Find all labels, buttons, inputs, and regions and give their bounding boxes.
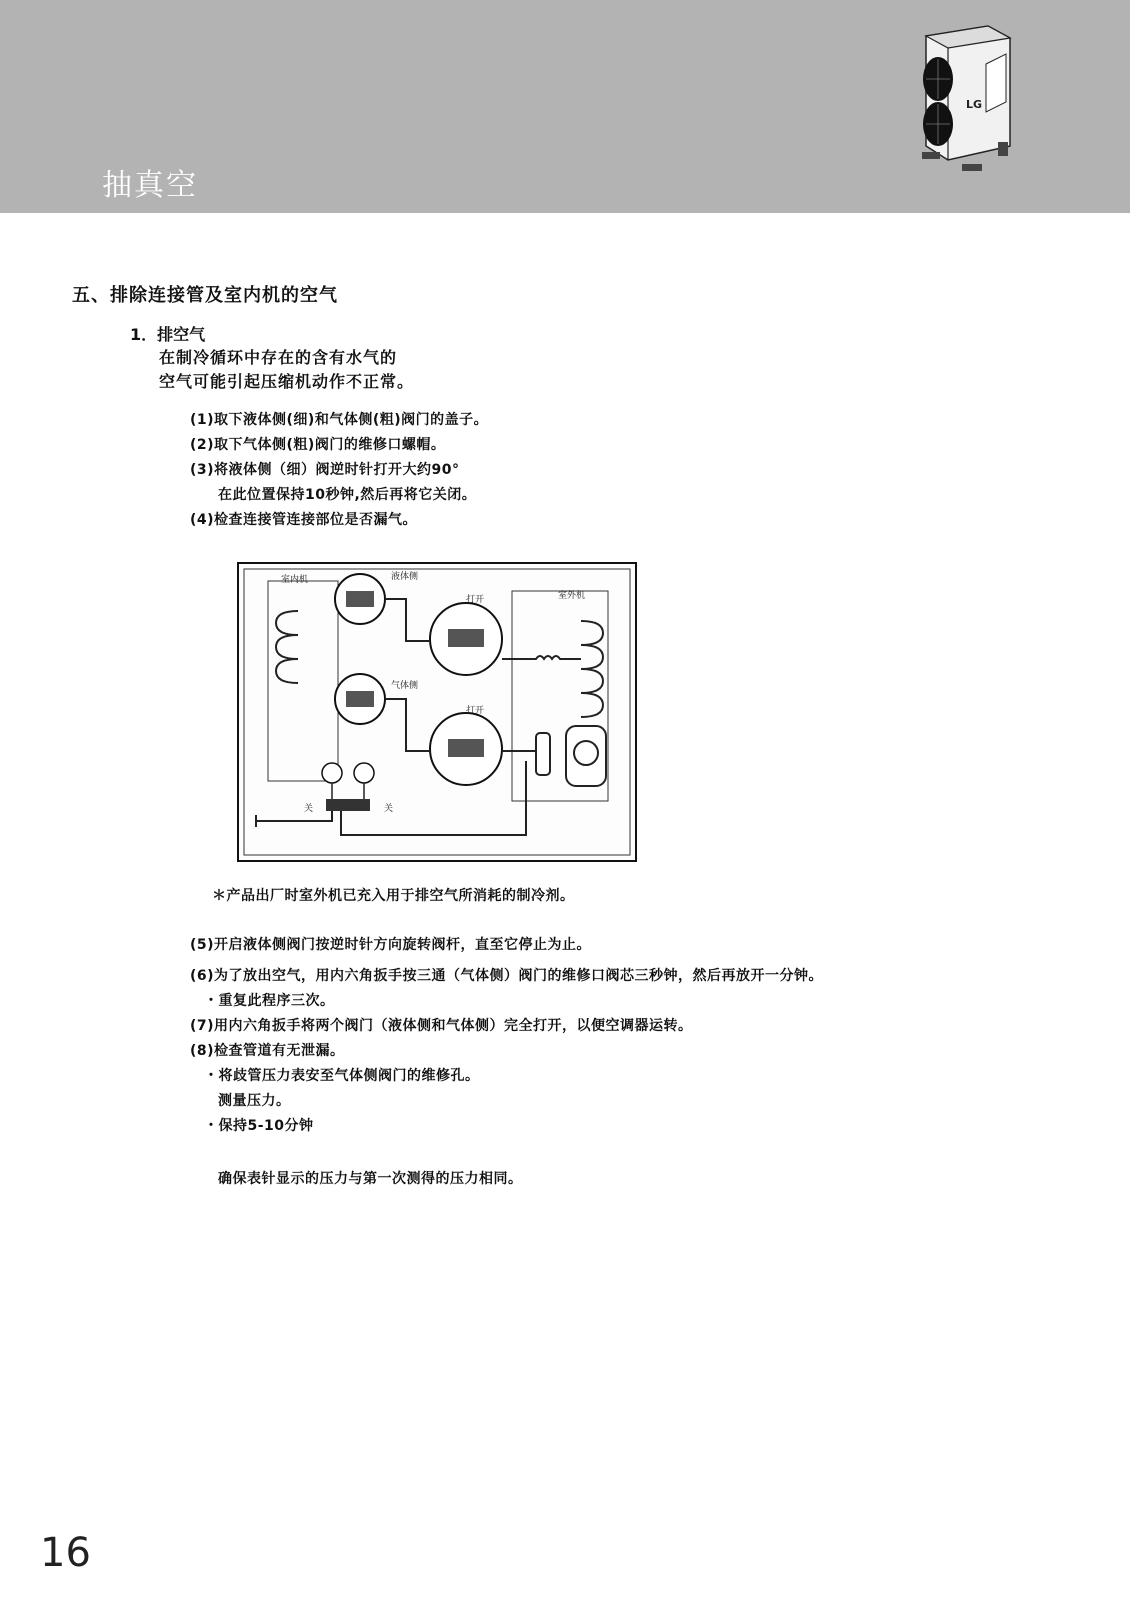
step-item: (1)取下液体侧(细)和气体侧(粗)阀门的盖子。 <box>190 412 489 428</box>
sub-heading: 1．排空气 <box>130 325 206 344</box>
step-item: (4)检查连接管连接部位是否漏气。 <box>190 512 418 528</box>
open-label: 打开 <box>466 595 485 605</box>
step-item: 在此位置保持10秒钟,然后再将它关闭。 <box>218 487 477 503</box>
step-bullet: ・将歧管压力表安至气体侧阀门的维修孔。 <box>204 1068 480 1084</box>
close-label: 关 <box>384 804 394 814</box>
close-label: 关 <box>304 804 314 814</box>
indoor-unit-label: 室内机 <box>281 575 309 585</box>
section-heading: 五、排除连接管及室内机的空气 <box>72 285 338 306</box>
lg-logo-text: LG <box>966 98 983 111</box>
step-bullet: ・保持5-10分钟 <box>204 1118 314 1134</box>
step-item: (7)用内六角扳手将两个阀门（液体侧和气体侧）完全打开，以便空调器运转。 <box>190 1018 693 1034</box>
page-title: 抽真空 <box>102 168 198 203</box>
intro-line: 在制冷循环中存在的含有水气的 <box>159 348 398 367</box>
liquid-side-label: 液体侧 <box>391 572 419 582</box>
step-item: (6)为了放出空气，用内六角扳手按三通（气体侧）阀门的维修口阀芯三秒钟，然后再放开一分钟。 <box>190 968 824 984</box>
note: ＊产品出厂时室外机已充入用于排空气所消耗的制冷剂。 <box>212 888 575 904</box>
step-item: (5)开启液体侧阀门按逆时针方向旋转阀杆，直至它停止为止。 <box>190 937 592 953</box>
page-number: 16 <box>40 1530 91 1576</box>
vacuum-diagram <box>236 561 640 868</box>
gas-side-label: 气体侧 <box>391 681 419 691</box>
step-item: (8)检查管道有无泄漏。 <box>190 1043 345 1059</box>
step-item: 测量压力。 <box>218 1093 291 1109</box>
outdoor-unit-label: 室外机 <box>558 591 586 601</box>
step-bullet: ・重复此程序三次。 <box>204 993 335 1009</box>
intro-line: 空气可能引起压缩机动作不正常。 <box>159 372 415 391</box>
step-item: 确保表针显示的压力与第一次测得的压力相同。 <box>218 1171 523 1187</box>
open-label: 打开 <box>466 706 485 716</box>
step-item: (2)取下气体侧(粗)阀门的维修口螺帽。 <box>190 437 446 453</box>
step-item: (3)将液体侧（细）阀逆时针打开大约90° <box>190 462 460 478</box>
outdoor-unit-illustration <box>918 24 1018 186</box>
